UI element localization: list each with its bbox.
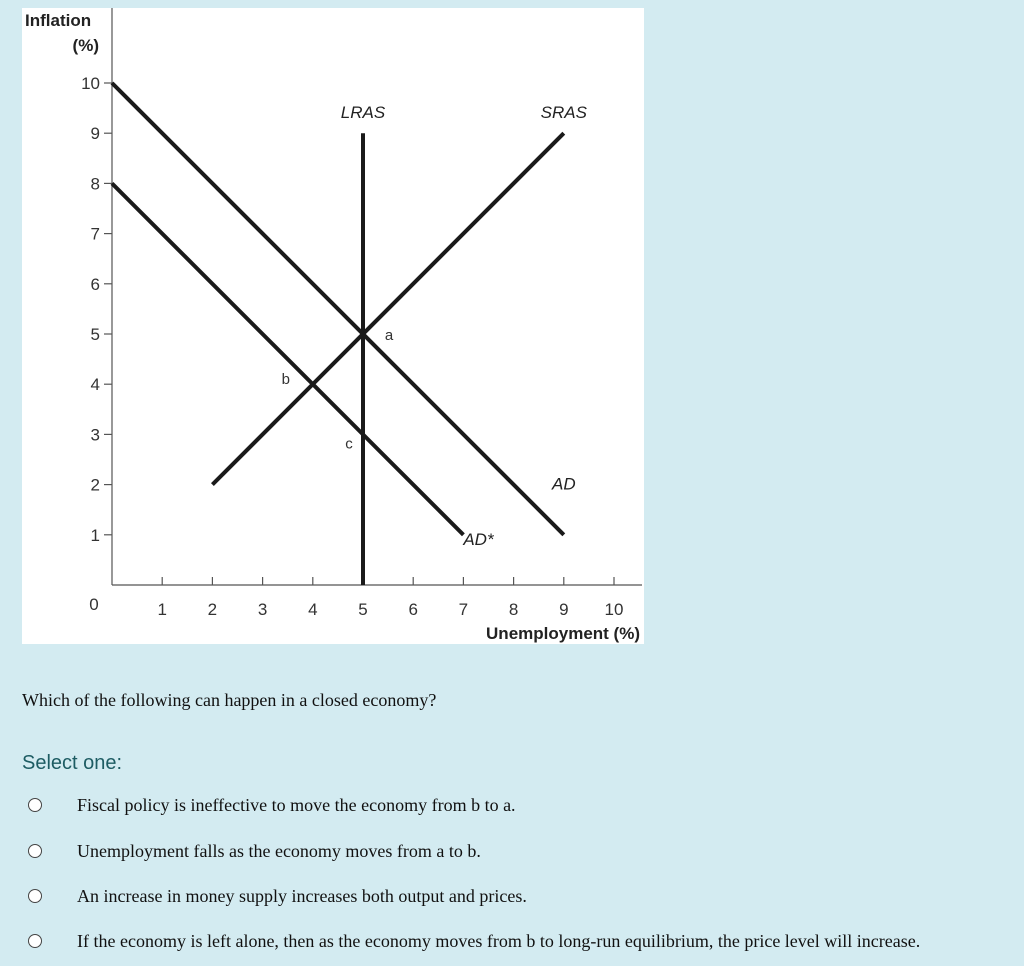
sras-curve bbox=[212, 133, 563, 484]
answer-option-3[interactable] bbox=[28, 881, 527, 911]
y-axis-title-line1: Inflation bbox=[25, 11, 92, 30]
answer-option-text: Fiscal policy is ineffective to move the economy from b to a. bbox=[77, 794, 516, 815]
lras-label: LRAS bbox=[340, 103, 386, 123]
radio-button[interactable] bbox=[28, 844, 42, 858]
answer-option-text: An increase in money supply increases both output and prices. bbox=[77, 885, 527, 906]
y-tick-label: 10 bbox=[81, 74, 100, 93]
x-tick-label: 4 bbox=[308, 600, 318, 619]
y-tick-label: 6 bbox=[90, 274, 100, 294]
ad-star-label: AD* bbox=[463, 529, 494, 549]
x-tick-label: 5 bbox=[358, 600, 368, 619]
y-tick-label: 8 bbox=[90, 174, 100, 194]
x-axis-title: Unemployment (%) bbox=[486, 624, 640, 643]
sras-label: SRAS bbox=[540, 103, 587, 123]
answer-option-text: Unemployment falls as the economy moves from a to b. bbox=[77, 840, 481, 861]
x-tick-label: 7 bbox=[458, 600, 469, 619]
y-tick-label: 1 bbox=[90, 525, 100, 545]
economy-chart bbox=[22, 8, 644, 644]
x-tick-label: 1 bbox=[157, 600, 167, 619]
point-c-label: c bbox=[345, 435, 353, 453]
y-tick-label: 9 bbox=[90, 124, 100, 144]
select-one-label: Select one: bbox=[22, 752, 123, 774]
question-text: Which of the following can happen in a closed economy? bbox=[22, 690, 437, 710]
ad-curve bbox=[112, 83, 564, 535]
radio-button[interactable] bbox=[28, 798, 42, 812]
y-tick-label: 4 bbox=[90, 375, 100, 395]
chart-panel bbox=[22, 8, 644, 644]
y-axis-title-line2: (%) bbox=[72, 36, 99, 55]
answer-option-2[interactable] bbox=[28, 836, 481, 866]
y-tick-label: 7 bbox=[90, 224, 100, 244]
radio-button[interactable] bbox=[28, 934, 42, 948]
x-tick-label: 9 bbox=[559, 600, 569, 619]
ad-label: AD bbox=[551, 474, 576, 494]
point-a-label: a bbox=[384, 327, 394, 344]
answer-option-4[interactable] bbox=[28, 926, 920, 956]
answer-option-1[interactable] bbox=[28, 790, 516, 820]
origin-label: 0 bbox=[89, 595, 99, 614]
x-tick-label: 6 bbox=[408, 600, 418, 619]
x-tick-label: 3 bbox=[257, 600, 268, 619]
x-tick-label: 8 bbox=[508, 600, 519, 619]
ad-star-curve bbox=[112, 183, 463, 534]
radio-button[interactable] bbox=[28, 889, 42, 903]
y-tick-label: 5 bbox=[90, 325, 100, 344]
x-tick-label: 10 bbox=[604, 600, 624, 619]
x-tick-label: 2 bbox=[207, 600, 218, 619]
y-tick-label: 3 bbox=[90, 425, 100, 445]
y-tick-label: 2 bbox=[90, 475, 100, 495]
point-b-label: b bbox=[281, 371, 290, 389]
answer-option-text: If the economy is left alone, then as the economy moves from b to long-run equilibrium, the price level will increase. bbox=[77, 930, 921, 951]
